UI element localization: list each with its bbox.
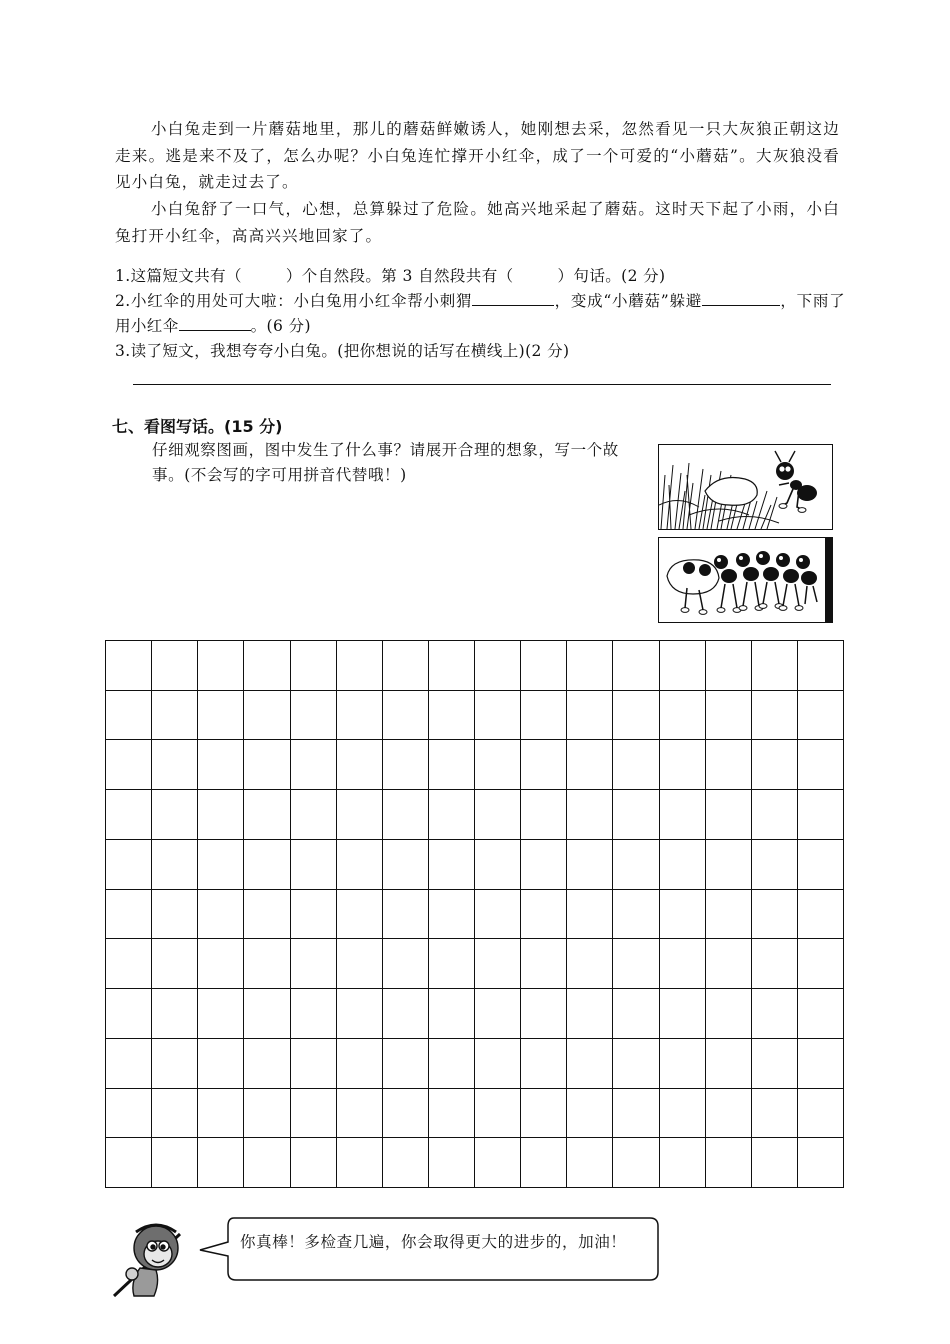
- grid-cell[interactable]: [706, 641, 752, 691]
- grid-cell[interactable]: [152, 790, 198, 840]
- grid-cell[interactable]: [244, 691, 290, 741]
- grid-cell[interactable]: [660, 1039, 706, 1089]
- grid-cell[interactable]: [613, 840, 659, 890]
- question-1: 1.这篇短文共有（ ）个自然段。第 3 自然段共有（ ）句话。(2 分): [115, 267, 666, 285]
- grid-cell[interactable]: [475, 939, 521, 989]
- grid-cell[interactable]: [198, 740, 244, 790]
- grid-cell[interactable]: [152, 691, 198, 741]
- grid-cell[interactable]: [798, 840, 844, 890]
- section-7-instruction: 仔细观察图画，图中发生了什么事？请展开合理的想象，写一个故事。(不会写的字可用拼音代替哦！): [152, 441, 619, 484]
- grid-cell[interactable]: [660, 1138, 706, 1188]
- grid-cell[interactable]: [337, 939, 383, 989]
- grid-cell[interactable]: [613, 1039, 659, 1089]
- grid-cell[interactable]: [521, 989, 567, 1039]
- grid-cell[interactable]: [337, 840, 383, 890]
- grid-cell[interactable]: [567, 1089, 613, 1139]
- grid-cell[interactable]: [198, 1089, 244, 1139]
- grid-cell[interactable]: [706, 691, 752, 741]
- grid-cell[interactable]: [383, 740, 429, 790]
- grid-cell[interactable]: [706, 1039, 752, 1089]
- grid-cell[interactable]: [383, 989, 429, 1039]
- grid-cell[interactable]: [383, 1039, 429, 1089]
- grid-cell[interactable]: [383, 691, 429, 741]
- grid-cell[interactable]: [244, 989, 290, 1039]
- grid-cell[interactable]: [752, 890, 798, 940]
- grid-cell[interactable]: [475, 890, 521, 940]
- grid-cell[interactable]: [244, 1089, 290, 1139]
- grid-cell[interactable]: [244, 939, 290, 989]
- grid-cell[interactable]: [613, 691, 659, 741]
- picture-ants-carry-food: [658, 537, 833, 623]
- grid-cell[interactable]: [613, 641, 659, 691]
- grid-cell[interactable]: [706, 939, 752, 989]
- grid-cell[interactable]: [337, 989, 383, 1039]
- food-crumb-shape: [705, 478, 757, 506]
- grid-cell[interactable]: [429, 641, 475, 691]
- grid-cell[interactable]: [475, 790, 521, 840]
- grid-cell[interactable]: [521, 1039, 567, 1089]
- grid-cell[interactable]: [106, 740, 152, 790]
- grid-cell[interactable]: [106, 939, 152, 989]
- grid-cell[interactable]: [383, 939, 429, 989]
- story-paragraph-1: 小白兔走到一片蘑菇地里，那儿的蘑菇鲜嫩诱人，她刚想去采，忽然看见一只大灰狼正朝这边走来。逃是来不及了，怎么办呢？小白兔连忙撑开小红伞，成了一个可爱的“小蘑菇”。大灰狼没看见小白兔，就走过去了。: [115, 120, 840, 191]
- grid-cell[interactable]: [706, 840, 752, 890]
- grid-cell[interactable]: [567, 691, 613, 741]
- grid-cell[interactable]: [613, 939, 659, 989]
- grid-cell[interactable]: [337, 1089, 383, 1139]
- section-7-title: 七、看图写话。(15 分): [112, 417, 283, 436]
- picture-ant-finds-food: [658, 444, 833, 530]
- grid-cell[interactable]: [383, 1089, 429, 1139]
- grid-cell[interactable]: [706, 989, 752, 1039]
- grid-cell[interactable]: [337, 691, 383, 741]
- grid-cell[interactable]: [198, 1039, 244, 1089]
- answer-blank-rain[interactable]: [179, 315, 251, 331]
- grid-cell[interactable]: [198, 989, 244, 1039]
- question-2: 2.小红伞的用处可大啦：小白兔用小红伞帮小刺猬 ，变成“小蘑菇”躲避 ，下雨了用小红伞 。(6 分): [115, 292, 845, 335]
- grid-cell[interactable]: [660, 691, 706, 741]
- grid-cell[interactable]: [660, 989, 706, 1039]
- grid-cell[interactable]: [429, 790, 475, 840]
- grid-cell[interactable]: [660, 790, 706, 840]
- grid-cell[interactable]: [798, 691, 844, 741]
- grid-cell[interactable]: [521, 1089, 567, 1139]
- grid-cell[interactable]: [752, 740, 798, 790]
- grid-cell[interactable]: [383, 840, 429, 890]
- grid-cell[interactable]: [152, 740, 198, 790]
- grid-cell[interactable]: [244, 1138, 290, 1188]
- grid-cell[interactable]: [798, 939, 844, 989]
- grid-cell[interactable]: [567, 840, 613, 890]
- answer-blank-hedgehog[interactable]: [472, 290, 554, 306]
- grid-cell[interactable]: [613, 1089, 659, 1139]
- grid-cell[interactable]: [613, 890, 659, 940]
- encouragement-text: 你真棒！多检查几遍，你会取得更大的进步的，加油！: [240, 1233, 627, 1251]
- grid-cell[interactable]: [475, 1039, 521, 1089]
- grid-cell[interactable]: [475, 691, 521, 741]
- grid-cell[interactable]: [291, 1039, 337, 1089]
- grid-cell[interactable]: [106, 691, 152, 741]
- grid-cell[interactable]: [152, 890, 198, 940]
- grid-cell[interactable]: [798, 1138, 844, 1188]
- answer-blank-avoid[interactable]: [702, 290, 780, 306]
- grid-cell[interactable]: [198, 691, 244, 741]
- grid-cell[interactable]: [613, 790, 659, 840]
- grid-cell[interactable]: [475, 641, 521, 691]
- grid-cell[interactable]: [567, 939, 613, 989]
- grid-cell[interactable]: [706, 740, 752, 790]
- grid-cell[interactable]: [567, 1039, 613, 1089]
- grid-cell[interactable]: [106, 1039, 152, 1089]
- grid-cell[interactable]: [429, 740, 475, 790]
- grid-cell[interactable]: [337, 641, 383, 691]
- grid-cell[interactable]: [752, 1089, 798, 1139]
- grid-cell[interactable]: [429, 989, 475, 1039]
- answer-line-praise[interactable]: [133, 384, 831, 385]
- grid-cell[interactable]: [152, 939, 198, 989]
- grid-cell[interactable]: [291, 790, 337, 840]
- grid-cell[interactable]: [291, 939, 337, 989]
- grid-cell[interactable]: [660, 641, 706, 691]
- grid-cell[interactable]: [521, 1138, 567, 1188]
- grid-cell[interactable]: [106, 989, 152, 1039]
- grid-cell[interactable]: [291, 989, 337, 1039]
- grid-cell[interactable]: [198, 840, 244, 890]
- grid-cell[interactable]: [752, 641, 798, 691]
- grid-cell[interactable]: [660, 840, 706, 890]
- grid-cell[interactable]: [613, 989, 659, 1039]
- grid-cell[interactable]: [152, 1138, 198, 1188]
- grid-cell[interactable]: [291, 691, 337, 741]
- grid-cell[interactable]: [429, 840, 475, 890]
- grid-cell[interactable]: [429, 1089, 475, 1139]
- grid-cell[interactable]: [152, 641, 198, 691]
- grid-cell[interactable]: [198, 641, 244, 691]
- grid-cell[interactable]: [152, 1089, 198, 1139]
- grid-cell[interactable]: [291, 1138, 337, 1188]
- grid-cell[interactable]: [198, 1138, 244, 1188]
- grid-cell[interactable]: [706, 890, 752, 940]
- grid-cell[interactable]: [152, 989, 198, 1039]
- story-paragraph-2: 小白兔舒了一口气，心想，总算躲过了危险。她高兴地采起了蘑菇。这时天下起了小雨，小白兔打开小红伞，高高兴兴地回家了。: [115, 200, 840, 245]
- grid-cell[interactable]: [244, 890, 290, 940]
- grid-cell[interactable]: [291, 740, 337, 790]
- grid-cell[interactable]: [244, 740, 290, 790]
- grid-cell[interactable]: [521, 939, 567, 989]
- grid-cell[interactable]: [521, 790, 567, 840]
- grid-cell[interactable]: [798, 989, 844, 1039]
- grid-cell[interactable]: [337, 1039, 383, 1089]
- grid-cell[interactable]: [291, 890, 337, 940]
- grid-cell[interactable]: [752, 1039, 798, 1089]
- grid-cell[interactable]: [383, 790, 429, 840]
- grid-cell[interactable]: [106, 1138, 152, 1188]
- grid-cell[interactable]: [706, 1089, 752, 1139]
- grid-cell[interactable]: [475, 1089, 521, 1139]
- grid-cell[interactable]: [337, 890, 383, 940]
- grid-cell[interactable]: [429, 1138, 475, 1188]
- grid-cell[interactable]: [752, 939, 798, 989]
- grid-cell[interactable]: [660, 890, 706, 940]
- grid-cell[interactable]: [291, 1089, 337, 1139]
- grid-cell[interactable]: [798, 790, 844, 840]
- monkey-mascot-icon: [110, 1212, 200, 1306]
- grid-cell[interactable]: [798, 890, 844, 940]
- grid-cell[interactable]: [567, 740, 613, 790]
- grid-cell[interactable]: [198, 890, 244, 940]
- grid-cell[interactable]: [752, 989, 798, 1039]
- grid-cell[interactable]: [152, 840, 198, 890]
- grid-cell[interactable]: [429, 890, 475, 940]
- grid-cell[interactable]: [152, 1039, 198, 1089]
- grid-cell[interactable]: [106, 1089, 152, 1139]
- grid-cell[interactable]: [521, 641, 567, 691]
- grid-cell[interactable]: [475, 989, 521, 1039]
- question-3: 3.读了短文，我想夸夸小白兔。(把你想说的话写在横线上)(2 分): [115, 342, 570, 360]
- grid-cell[interactable]: [475, 740, 521, 790]
- grid-cell[interactable]: [660, 1089, 706, 1139]
- grid-cell[interactable]: [244, 840, 290, 890]
- grid-cell[interactable]: [613, 740, 659, 790]
- grid-cell[interactable]: [337, 1138, 383, 1188]
- grid-cell[interactable]: [613, 1138, 659, 1188]
- grid-cell[interactable]: [429, 691, 475, 741]
- grid-cell[interactable]: [567, 790, 613, 840]
- grid-cell[interactable]: [798, 641, 844, 691]
- grid-cell[interactable]: [475, 840, 521, 890]
- grid-cell[interactable]: [660, 939, 706, 989]
- grid-cell[interactable]: [752, 691, 798, 741]
- grid-cell[interactable]: [383, 641, 429, 691]
- grid-cell[interactable]: [798, 1039, 844, 1089]
- grid-cell[interactable]: [521, 691, 567, 741]
- grid-cell[interactable]: [291, 840, 337, 890]
- grid-cell[interactable]: [244, 790, 290, 840]
- grid-cell[interactable]: [567, 1138, 613, 1188]
- grid-cell[interactable]: [383, 890, 429, 940]
- grid-cell[interactable]: [106, 790, 152, 840]
- grid-cell[interactable]: [244, 641, 290, 691]
- grid-cell[interactable]: [383, 1138, 429, 1188]
- ant-icon: [775, 451, 817, 512]
- grid-cell[interactable]: [475, 1138, 521, 1188]
- grid-cell[interactable]: [337, 790, 383, 840]
- grid-cell[interactable]: [521, 740, 567, 790]
- grid-cell[interactable]: [244, 1039, 290, 1089]
- grid-cell[interactable]: [106, 641, 152, 691]
- grid-cell[interactable]: [752, 1138, 798, 1188]
- grid-cell[interactable]: [706, 1138, 752, 1188]
- grid-cell[interactable]: [521, 840, 567, 890]
- grid-cell[interactable]: [567, 890, 613, 940]
- grid-cell[interactable]: [752, 840, 798, 890]
- grid-cell[interactable]: [660, 740, 706, 790]
- writing-grid: [105, 640, 844, 1188]
- grid-cell[interactable]: [521, 890, 567, 940]
- grid-cell[interactable]: [706, 790, 752, 840]
- grid-cell[interactable]: [752, 790, 798, 840]
- grid-cell[interactable]: [429, 939, 475, 989]
- grid-cell[interactable]: [567, 641, 613, 691]
- grid-cell[interactable]: [798, 1089, 844, 1139]
- grid-cell[interactable]: [198, 790, 244, 840]
- grid-cell[interactable]: [291, 641, 337, 691]
- grid-cell[interactable]: [106, 840, 152, 890]
- grid-cell[interactable]: [798, 740, 844, 790]
- grid-cell[interactable]: [337, 740, 383, 790]
- grid-cell[interactable]: [106, 890, 152, 940]
- grid-cell[interactable]: [567, 989, 613, 1039]
- grid-cell[interactable]: [198, 939, 244, 989]
- grid-cell[interactable]: [429, 1039, 475, 1089]
